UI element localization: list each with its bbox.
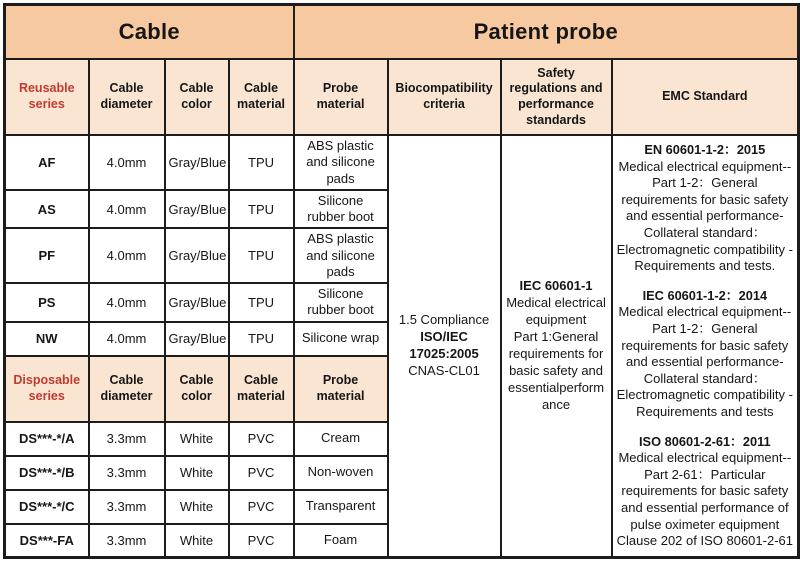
biocompatibility-cell: [388, 135, 501, 558]
cell-cable-color: Gray/Blue: [165, 322, 229, 356]
cell-cable-color: White: [165, 524, 229, 558]
emc-standard-title: ISO 80601-2-61：2011: [639, 433, 771, 449]
patient-probe-section-title: Patient probe: [294, 5, 799, 60]
cell-cable-material: PVC: [229, 524, 294, 558]
cell-probe-material: Cream: [294, 422, 388, 456]
safety-regulations-cell: [501, 135, 612, 558]
cell-series: PS: [5, 283, 89, 322]
cell-cable-material: TPU: [229, 322, 294, 356]
cable-material-header: Cable material: [229, 356, 294, 422]
cell-probe-material: ABS plastic and silicone pads: [294, 135, 388, 190]
cable-diameter-header: Cable diameter: [89, 59, 165, 135]
cell-cable-diameter: 3.3mm: [89, 490, 165, 524]
cell-cable-diameter: 4.0mm: [89, 228, 165, 283]
cell-probe-material: Transparent: [294, 490, 388, 524]
cell-cable-diameter: 4.0mm: [89, 283, 165, 322]
emc-standard-body: Medical electrical equipment--Part 1-2：General requirements for basic safety and essential performance-Collateral standard：Electromagnetic compatibility - Requirements and tests.: [616, 158, 793, 274]
cell-cable-material: PVC: [229, 456, 294, 490]
cell-series: DS***-FA: [5, 524, 89, 558]
cell-cable-material: PVC: [229, 490, 294, 524]
cable-diameter-header: Cable diameter: [89, 356, 165, 422]
cell-cable-diameter: 3.3mm: [89, 524, 165, 558]
cell-cable-color: White: [165, 456, 229, 490]
cell-probe-material: Silicone wrap: [294, 322, 388, 356]
cell-series: DS***-*/C: [5, 490, 89, 524]
cell-probe-material: Foam: [294, 524, 388, 558]
emc-block-iso80601: [616, 434, 795, 550]
probe-material-header: Probe material: [294, 59, 388, 135]
cable-color-header: Cable color: [165, 356, 229, 422]
emc-block-en60601: [616, 142, 795, 275]
table-row: [5, 135, 799, 190]
safety-standard-line: Medical electrical equipment: [506, 295, 606, 328]
reusable-header-row: [5, 59, 799, 135]
cell-cable-material: TPU: [229, 190, 294, 229]
cell-cable-diameter: 4.0mm: [89, 135, 165, 190]
biocompatibility-standard-year: 17025:2005: [409, 346, 479, 361]
safety-regulations-header: Safety regulations and performance standards: [501, 59, 612, 135]
cell-cable-material: TPU: [229, 135, 294, 190]
spec-table: [3, 3, 800, 559]
disposable-series-header: Disposable series: [5, 356, 89, 422]
probe-material-header: Probe material: [294, 356, 388, 422]
cell-probe-material: Non-woven: [294, 456, 388, 490]
cell-cable-diameter: 3.3mm: [89, 422, 165, 456]
cell-series: AS: [5, 190, 89, 229]
emc-standard-title: EN 60601-1-2：2015: [644, 142, 766, 158]
cell-probe-material: Silicone rubber boot: [294, 190, 388, 229]
cell-cable-diameter: 3.3mm: [89, 456, 165, 490]
safety-standard-title: IEC 60601-1: [519, 278, 593, 294]
safety-standard-line: Part 1:General requirements for basic safety and essentialperformance: [507, 329, 605, 412]
cell-series: PF: [5, 228, 89, 283]
emc-block-iec60601: [616, 288, 795, 421]
cell-cable-color: Gray/Blue: [165, 228, 229, 283]
cell-cable-material: PVC: [229, 422, 294, 456]
cell-cable-color: Gray/Blue: [165, 283, 229, 322]
cable-section-title: Cable: [5, 5, 294, 60]
emc-standard-body: Medical electrical equipment--Part 1-2：General requirements for basic safety and essential performance-Collateral standard：Electromagnetic compatibility - Requirements and tests: [616, 304, 793, 420]
emc-standard-title: IEC 60601-1-2：2014: [642, 287, 768, 303]
cell-cable-color: White: [165, 490, 229, 524]
cell-series: NW: [5, 322, 89, 356]
emc-standard-cell: [612, 135, 799, 558]
biocompatibility-cnas: CNAS-CL01: [408, 362, 480, 378]
top-header-row: [5, 5, 799, 60]
cell-cable-color: White: [165, 422, 229, 456]
cell-cable-material: TPU: [229, 228, 294, 283]
cell-probe-material: Silicone rubber boot: [294, 283, 388, 322]
cell-series: DS***-*/B: [5, 456, 89, 490]
emc-standard-body: Medical electrical equipment--Part 2-61：Particular requirements for basic safety and essential performance of pulse oximeter equipment: [618, 450, 792, 532]
biocompatibility-header: Biocompatibility criteria: [388, 59, 501, 135]
cable-material-header: Cable material: [229, 59, 294, 135]
cell-cable-diameter: 4.0mm: [89, 190, 165, 229]
cell-series: AF: [5, 135, 89, 190]
biocompatibility-line: 1.5 Compliance: [398, 312, 490, 328]
cell-probe-material: ABS plastic and silicone pads: [294, 228, 388, 283]
emc-standard-header: EMC Standard: [612, 59, 799, 135]
cable-color-header: Cable color: [165, 59, 229, 135]
cell-cable-material: TPU: [229, 283, 294, 322]
biocompatibility-standard: ISO/IEC: [420, 329, 468, 345]
cell-cable-color: Gray/Blue: [165, 135, 229, 190]
cell-series: DS***-*/A: [5, 422, 89, 456]
emc-standard-clause: Clause 202 of ISO 80601-2-61: [616, 533, 793, 549]
reusable-series-header: Reusable series: [5, 59, 89, 135]
cell-cable-diameter: 4.0mm: [89, 322, 165, 356]
cell-cable-color: Gray/Blue: [165, 190, 229, 229]
